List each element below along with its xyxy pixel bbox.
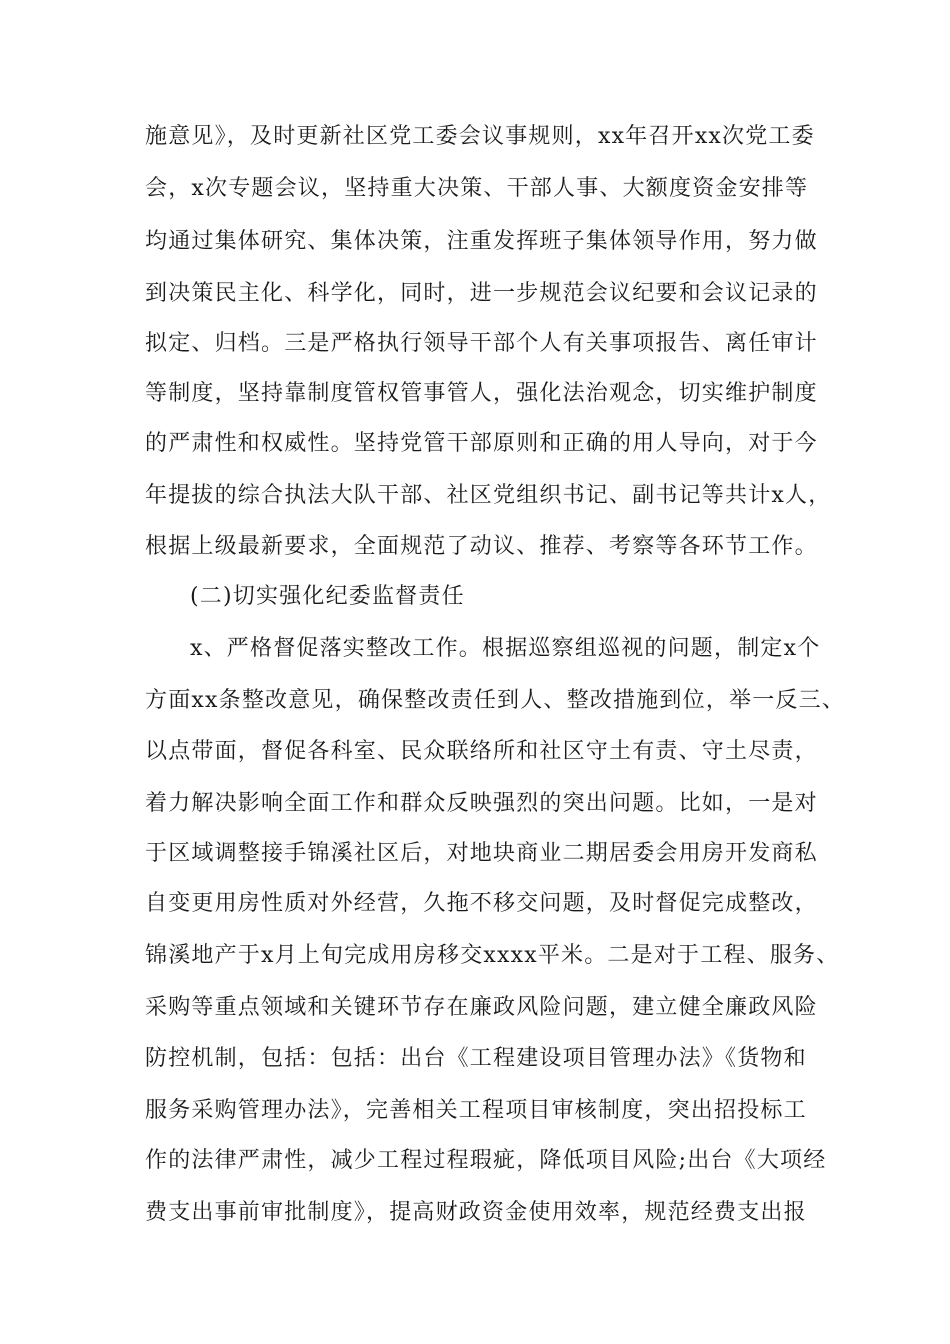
text-line: 到决策民主化、科学化，同时，进一步规范会议纪要和会议记录的 — [145, 281, 818, 306]
text-line: 会，x次专题会议，坚持重大决策、干部人事、大额度资金安排等 — [145, 176, 809, 201]
text-line: 费支出事前审批制度》，提高财政资金使用效率，规范经费支出报 — [145, 1200, 807, 1225]
text-line: 服务采购管理办法》，完善相关工程项目审核制度，突出招投标工 — [145, 1098, 807, 1123]
text-line: 根据上级最新要求，全面规范了动议、推荐、考察等各环节工作。 — [145, 534, 818, 559]
text-line: 方面xx条整改意见，确保整改责任到人、整改措施到位，举一反三、 — [145, 688, 846, 713]
text-line: 施意见》，及时更新社区党工委会议事规则，xx年召开xx次党工委 — [145, 124, 815, 149]
text-line: 自变更用房性质对外经营，久拖不移交问题，及时督促完成整改， — [145, 891, 818, 916]
text-line: 的严肃性和权威性。坚持党管干部原则和正确的用人导向，对于今 — [145, 431, 818, 456]
text-line: 着力解决影响全面工作和群众反映强烈的突出问题。比如，一是对 — [145, 791, 818, 816]
text-line: 以点带面，督促各科室、民众联络所和社区守土有责、守土尽责， — [145, 739, 818, 764]
text-line: 防控机制，包括：包括：出台《工程建设项目管理办法》《货物和 — [145, 1046, 807, 1071]
text-line: 年提拔的综合执法大队干部、社区党组织书记、副书记等共计x人， — [145, 483, 832, 508]
text-line: 锦溪地产于x月上旬完成用房移交xxxx平米。二是对于工程、服务、 — [145, 943, 840, 968]
text-line: 等制度，坚持靠制度管权管事管人，强化法治观念，切实维护制度 — [145, 381, 818, 406]
text-line: 均通过集体研究、集体决策，注重发挥班子集体领导作用，努力做 — [145, 229, 818, 254]
section-heading: (二)切实强化纪委监督责任 — [190, 584, 465, 609]
text-line: 于区域调整接手锦溪社区后，对地块商业二期居委会用房开发商私 — [145, 841, 818, 866]
text-line: 作的法律严肃性，减少工程过程瑕疵，降低项目风险;出台《大项经 — [145, 1148, 827, 1173]
text-line: x、严格督促落实整改工作。根据巡察组巡视的问题，制定x个 — [190, 636, 821, 661]
text-line: 采购等重点领域和关键环节存在廉政风险问题，建立健全廉政风险 — [145, 995, 818, 1020]
text-line: 拟定、归档。三是严格执行领导干部个人有关事项报告、离任审计 — [145, 331, 818, 356]
